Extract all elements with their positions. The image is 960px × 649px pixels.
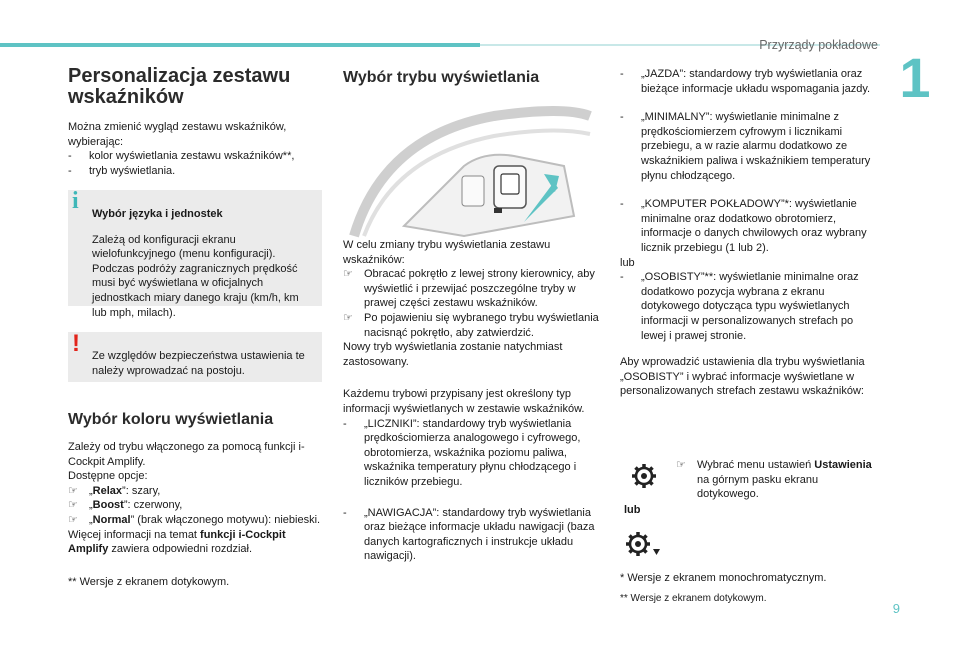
warning-box	[68, 332, 322, 382]
step-item: ☞ Po pojawieniu się wybranego trybu wyświetlania nacisnąć pokrętło, aby zatwierdzić.	[343, 311, 599, 339]
color-section-title: Wybór koloru wyświetlania	[68, 411, 274, 428]
display-mode-steps	[343, 238, 599, 564]
footnote: ** Wersje z ekranem dotykowym.	[68, 575, 230, 588]
page-number: 9	[892, 601, 900, 616]
warning-text: Ze względów bezpieczeństwa ustawienia te należy wprowadzać na postoju.	[92, 350, 305, 377]
info-icon: i	[72, 188, 79, 214]
footnotes	[620, 571, 878, 606]
chapter-number: 1	[899, 46, 931, 109]
column-1	[68, 66, 324, 178]
intro-text: Można zmienić wygląd zestawu wskaźników, wybierając:	[68, 121, 287, 148]
column-3	[620, 67, 878, 399]
step-item: ☞ Obracać pokrętło z lewej strony kierownicy, aby wyświetlić i przewijać poszczególne tryby w prawej części zestawu wskaźników.	[343, 268, 595, 310]
settings-gear-icon	[630, 462, 658, 490]
info-text: Zależą od konfiguracji ekranu wielofunkcyjnego (menu konfiguracji). Podczas podróży zagranicznych prędkość musi być wyświetlana w oficjalnych jednostkach miary danego kraju (km/h, km lub mph, milach).	[92, 233, 299, 319]
display-mode-title: Wybór trybu wyświetlania	[343, 69, 540, 86]
color-option-boost: ☞ „Boost”: czerwony,	[68, 499, 183, 512]
steering-wheel-illustration	[344, 96, 592, 238]
section-title: Przyrządy pokładowe	[759, 38, 878, 52]
personal-intro: Aby wprowadzić ustawienia dla trybu wyświetlania „OSOBISTY” i wybrać informacje wyświetlane w personalizowanych strefach zestawu wskaźników:	[620, 356, 865, 398]
info-box-language	[68, 188, 322, 319]
color-option-relax: ☞ „Relax”: szary,	[68, 484, 161, 497]
more-info: Więcej informacji na temat funkcji i-Cockpit Amplify zawiera odpowiedni rozdział.	[68, 528, 286, 556]
after-steps: Nowy tryb wyświetlania zostanie natychmiast zastosowany.	[343, 341, 563, 368]
mode-item: - „JAZDA”: standardowy tryb wyświetlania oraz bieżące informacje układu wspomagania jazdy.	[620, 68, 871, 95]
header-accent-bar	[0, 43, 480, 47]
info-title: Wybór języka i jednostek	[92, 208, 223, 220]
mode-item: - „MINIMALNY”: wyświetlanie minimalne z prędkościomierzem cyfrowym i licznikami przebiegu, a w razie alarmu dodatkowo ze wskaźnikiem paliwa i wskaźnikiem temperatury płynu chłodzącego.	[620, 111, 871, 182]
modes-intro: Każdemu trybowi przypisany jest określony typ informacji wyświetlanych w zestawie wskaźników.	[343, 388, 585, 415]
step-item: ☞ Wybrać menu ustawień Ustawienia na górnym pasku ekranu dotykowego.	[676, 459, 872, 501]
mode-item: - „NAWIGACJA”: standardowy tryb wyświetlania oraz bieżące informacje układu nawigacji (baza danych kartograficznych i instrukcje układu nawigacji).	[343, 506, 595, 563]
color-intro: Zależy od trybu włączonego za pomocą funkcji i-Cockpit Amplify.	[68, 441, 305, 468]
footnote: ** Wersje z ekranem dotykowym.	[620, 592, 767, 604]
steps-intro: W celu zmiany trybu wyświetlania zestawu wskaźników:	[343, 239, 551, 266]
column-2	[343, 68, 597, 88]
list-item: - tryb wyświetlania.	[68, 164, 176, 177]
color-options-label: Dostępne opcje:	[68, 470, 148, 483]
mode-item: - „OSOBISTY”**: wyświetlanie minimalne oraz dodatkowo pozycja wybrana z ekranu dotykowego dotycząca typu wyświetlanych informacji w personalizowanych strefach po lewej i prawej stronie.	[620, 271, 859, 342]
mode-item: - „LICZNIKI”: standardowy tryb wyświetlania prędkościomierza analogowego i cyfrowego, obrotomierza, wskaźnika poziomu paliwa, wskaźnika temperatury płynu chłodzącego i liczników przebiegu.	[343, 417, 581, 488]
or-word: lub	[620, 256, 635, 269]
color-section	[68, 410, 324, 589]
warning-icon: !	[72, 330, 80, 357]
footnote: * Wersje z ekranem monochromatycznym.	[620, 572, 827, 584]
mode-item: - „KOMPUTER POKŁADOWY”*: wyświetlanie minimalne oraz dodatkowo obrotomierz, informacje o danych chwilowych oraz wybrany licznik przebiegu (1 lub 2).	[620, 198, 867, 254]
settings-step	[676, 458, 876, 502]
list-item: - kolor wyświetlania zestawu wskaźników**,	[68, 150, 295, 163]
settings-gear-dropdown-icon	[624, 530, 662, 558]
or-label: lub	[624, 504, 641, 516]
color-option-normal: ☞ „Normal” (brak włączonego motywu): niebieski.	[68, 513, 321, 526]
page-title: Personalizacja zestawu wskaźników	[68, 65, 291, 108]
